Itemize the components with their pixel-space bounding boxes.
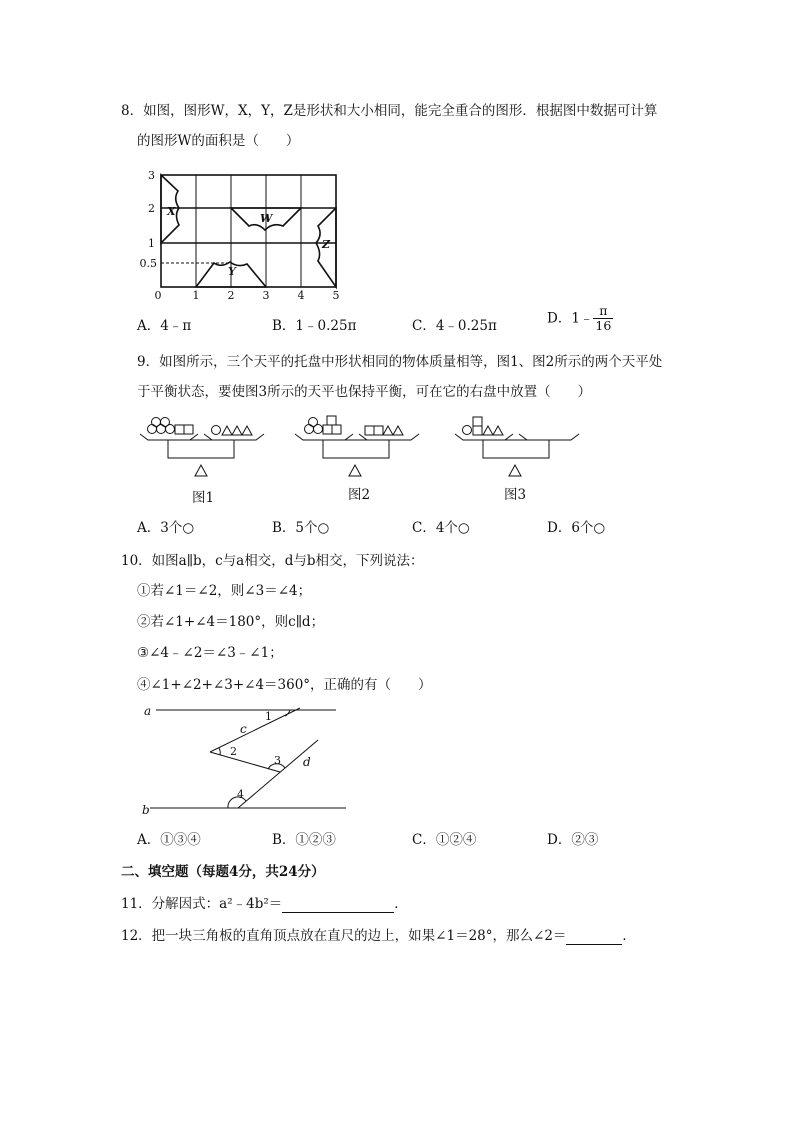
balance-3 <box>455 418 590 478</box>
section-title: 二、填空题（每题4分，共24分） <box>121 864 325 880</box>
angle-4: 4 <box>237 788 244 801</box>
label-z: Z <box>322 238 331 251</box>
x-tick: 0 <box>154 289 162 302</box>
label-x: X <box>167 205 176 218</box>
x-tick: 2 <box>227 289 235 302</box>
y-tick: 1 <box>148 237 155 250</box>
q12-text: 12．把一块三角板的直角顶点放在直尺的边上，如果∠1＝28°，那么∠2＝ <box>121 928 567 944</box>
angle-3: 3 <box>274 754 281 767</box>
q11-end: ． <box>394 896 408 912</box>
q9-option-c[interactable]: C．4个○ <box>412 520 470 536</box>
q12-end: ． <box>622 928 636 944</box>
x-tick: 4 <box>297 289 305 302</box>
q9-caption-1: 图1 <box>192 490 215 506</box>
q11-answer-blank[interactable] <box>282 896 394 913</box>
q11 <box>121 896 408 913</box>
label-c: c <box>240 722 247 736</box>
q8-figure <box>135 165 350 300</box>
q8-option-b[interactable]: B．1﹣0.25π <box>272 318 357 334</box>
label-a: a <box>144 704 152 718</box>
q9-option-a[interactable]: A．3个○ <box>137 520 195 536</box>
y-tick: 0.5 <box>139 257 157 270</box>
x-tick: 3 <box>262 289 270 302</box>
x-tick: 5 <box>332 289 340 302</box>
q10-statement-1: ①若∠1＝∠2，则∠3＝∠4； <box>137 583 312 599</box>
q11-text: 11．分解因式：a²﹣4b²＝ <box>121 896 283 912</box>
label-d: d <box>303 755 311 769</box>
label-b: b <box>142 803 150 817</box>
q9-caption-3: 图3 <box>504 487 527 503</box>
q8-option-a[interactable]: A．4﹣π <box>137 318 192 334</box>
q12 <box>121 928 636 945</box>
y-tick: 3 <box>148 169 155 182</box>
q8-option-c[interactable]: C．4﹣0.25π <box>412 318 497 334</box>
q9-option-b[interactable]: B．5个○ <box>272 520 330 536</box>
q10-statement-4: ④∠1+∠2+∠3+∠4＝360°，正确的有（ ） <box>137 677 432 693</box>
q8-option-d-fraction: $\frac{\pi}{16}$ <box>595 303 612 333</box>
q10-figure <box>140 700 355 820</box>
q10-line1: 10．如图a∥b，c与a相交，d与b相交，下列说法： <box>121 553 424 569</box>
q12-answer-blank[interactable] <box>566 928 622 945</box>
q8-line2: 的图形W的面积是（ ） <box>137 133 300 149</box>
angle-2: 2 <box>230 745 237 758</box>
q9-line2: 于平衡状态，要使图3所示的天平也保持平衡，可在它的右盘中放置（ ） <box>137 384 592 400</box>
label-w: W <box>260 212 273 225</box>
angle-1: 1 <box>265 710 272 723</box>
q8-option-d-prefix: D．1﹣ <box>547 310 594 327</box>
y-tick: 2 <box>148 202 155 215</box>
q10-option-c[interactable]: C．①②④ <box>412 832 477 848</box>
q8-line1: 8．如图，图形W，X，Y，Z是形状和大小相同，能完全重合的图形．根据图中数据可计算 <box>121 103 658 119</box>
q10-statement-2: ②若∠1+∠4＝180°，则c∥d； <box>137 614 325 630</box>
q10-option-b[interactable]: B．①②③ <box>272 832 336 848</box>
q10-option-d[interactable]: D．②③ <box>547 832 599 848</box>
balance-1 <box>140 418 275 478</box>
label-y: Y <box>228 265 236 278</box>
balance-2 <box>295 418 430 478</box>
q9-caption-2: 图2 <box>348 487 371 503</box>
q9-line1: 9．如图所示，三个天平的托盘中形状相同的物体质量相等，图1、图2所示的两个天平处 <box>137 354 663 370</box>
x-tick: 1 <box>192 289 200 302</box>
q10-option-a[interactable]: A．①③④ <box>137 832 201 848</box>
q10-statement-3: ③∠4﹣∠2＝∠3﹣∠1； <box>137 645 283 661</box>
q8-option-d[interactable] <box>547 304 613 333</box>
q9-option-d[interactable]: D．6个○ <box>547 520 606 536</box>
